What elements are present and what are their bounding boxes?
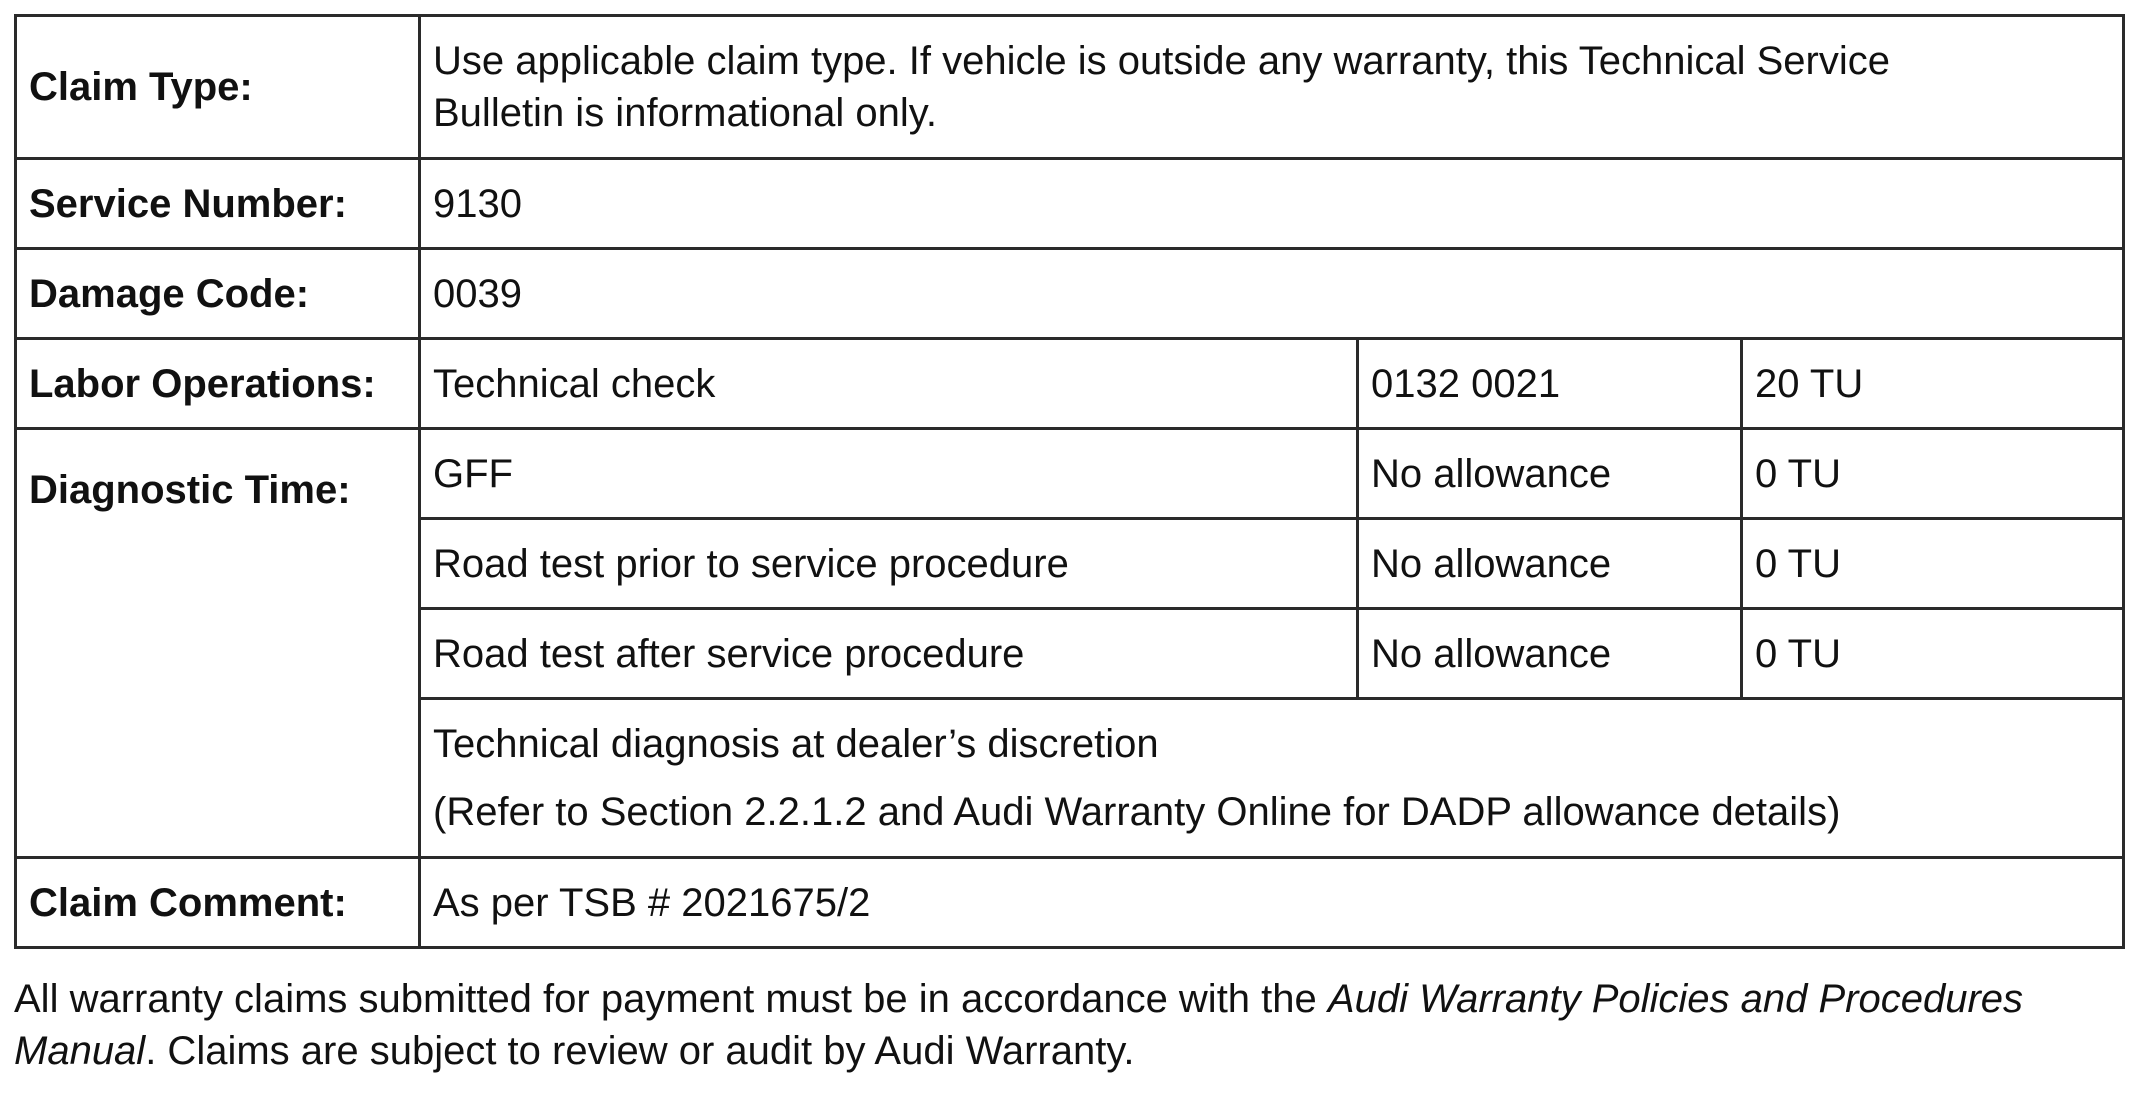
diagnostic-time-value: 0 TU bbox=[1742, 429, 2124, 519]
claim-type-row bbox=[16, 16, 2124, 159]
warranty-document bbox=[14, 14, 2122, 1117]
diagnostic-allowance: No allowance bbox=[1358, 519, 1742, 609]
labor-operation-code: 0132 0021 bbox=[1358, 339, 1742, 429]
damage-code-label: Damage Code: bbox=[16, 249, 420, 339]
footer-text-part1: All warranty claims submitted for payment must be in accordance with the bbox=[14, 977, 1328, 1021]
claim-comment-row bbox=[16, 858, 2124, 948]
damage-code-value: 0039 bbox=[420, 249, 2124, 339]
labor-operations-label: Labor Operations: bbox=[16, 339, 420, 429]
damage-code-row bbox=[16, 249, 2124, 339]
diagnostic-note bbox=[420, 699, 2124, 858]
diagnostic-time-label: Diagnostic Time: bbox=[16, 429, 420, 858]
footer-manual-title: Audi Warranty Policies and Procedures Manual bbox=[14, 977, 2024, 1073]
diagnostic-description: Road test prior to service procedure bbox=[420, 519, 1358, 609]
diagnostic-note-line1: Technical diagnosis at dealer’s discretion bbox=[433, 722, 1159, 766]
service-number-row bbox=[16, 159, 2124, 249]
claim-type-value bbox=[420, 16, 2124, 159]
diagnostic-allowance: No allowance bbox=[1358, 429, 1742, 519]
claim-type-value-line2: Bulletin is informational only. bbox=[433, 91, 937, 135]
service-number-value: 9130 bbox=[420, 159, 2124, 249]
claim-comment-value: As per TSB # 2021675/2 bbox=[420, 858, 2124, 948]
diagnostic-allowance: No allowance bbox=[1358, 609, 1742, 699]
warranty-claim-table bbox=[14, 14, 2125, 949]
diagnostic-note-line2: (Refer to Section 2.2.1.2 and Audi Warranty Online for DADP allowance details) bbox=[433, 790, 1841, 834]
diagnostic-time-value: 0 TU bbox=[1742, 609, 2124, 699]
diagnostic-description: GFF bbox=[420, 429, 1358, 519]
service-number-label: Service Number: bbox=[16, 159, 420, 249]
claim-type-value-line1: Use applicable claim type. If vehicle is outside any warranty, this Technical Service bbox=[433, 39, 1890, 83]
labor-operation-description: Technical check bbox=[420, 339, 1358, 429]
labor-operations-row bbox=[16, 339, 2124, 429]
warranty-footer-note bbox=[14, 973, 2122, 1077]
diagnostic-description: Road test after service procedure bbox=[420, 609, 1358, 699]
diagnostic-time-row bbox=[16, 429, 2124, 519]
labor-operation-time: 20 TU bbox=[1742, 339, 2124, 429]
claim-type-label: Claim Type: bbox=[16, 16, 420, 159]
claim-comment-label: Claim Comment: bbox=[16, 858, 420, 948]
footer-text-part2: . Claims are subject to review or audit by Audi Warranty. bbox=[145, 1029, 1135, 1073]
diagnostic-time-value: 0 TU bbox=[1742, 519, 2124, 609]
